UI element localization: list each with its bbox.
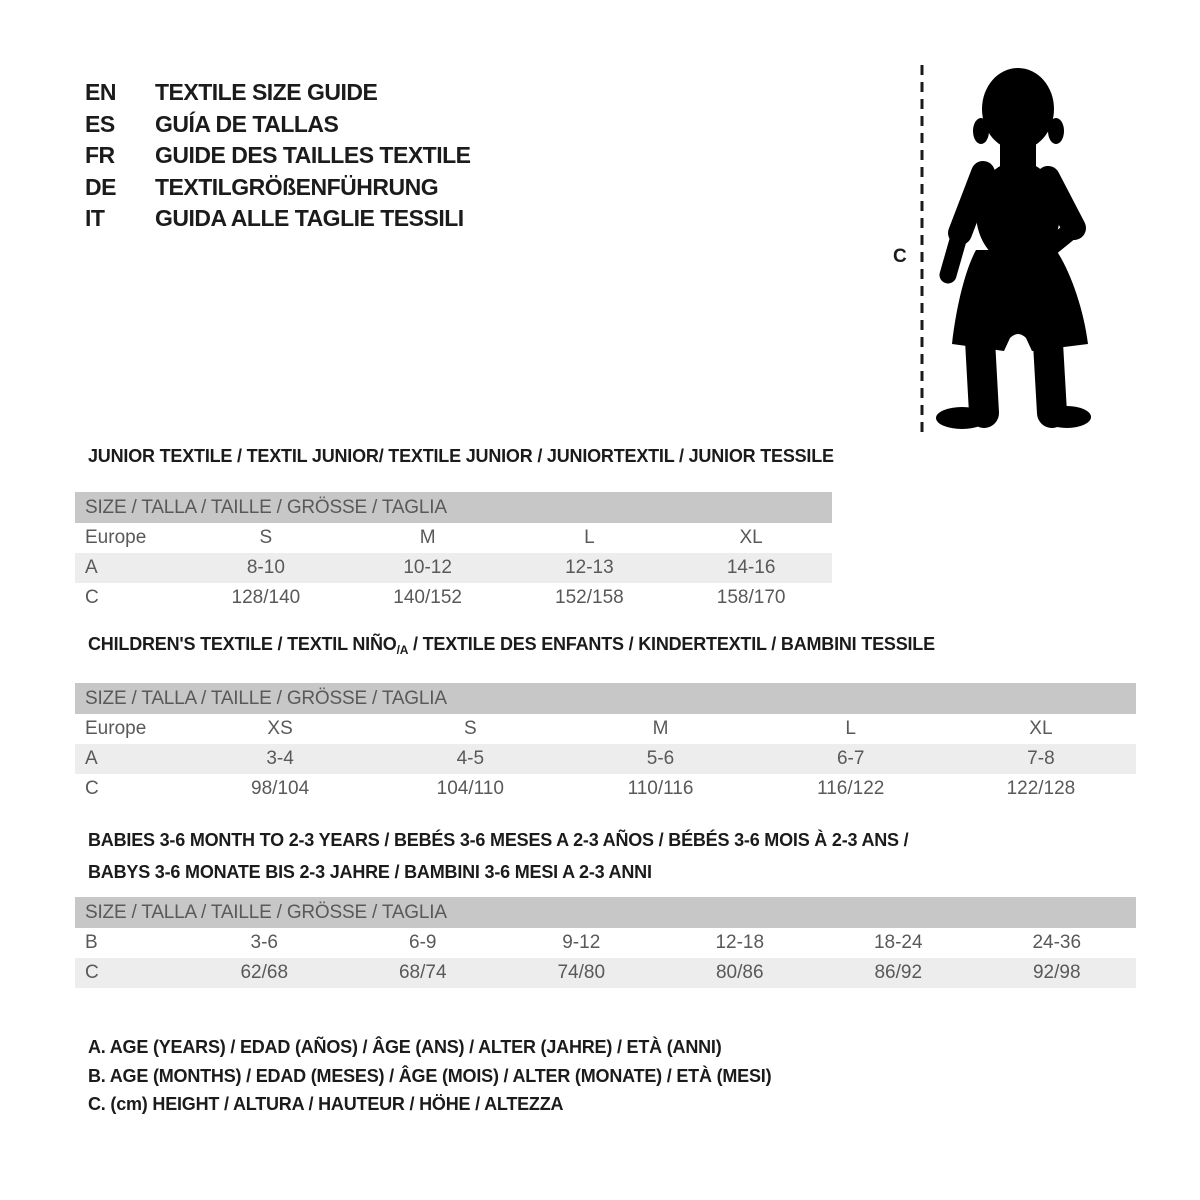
row-label: C [85, 587, 99, 608]
row-cell: 128/140 [231, 587, 301, 608]
row-cell: 12-18 [715, 932, 765, 953]
table-row-height-cm [75, 583, 832, 613]
row-cell: 110/116 [627, 778, 694, 799]
row-cell: L [584, 527, 595, 548]
legend [88, 1033, 771, 1119]
row-cell: 74/80 [557, 962, 606, 983]
row-cell: XL [739, 527, 763, 548]
language-code: EN [85, 79, 116, 106]
size-table-header: SIZE / TALLA / TAILLE / GRÖSSE / TAGLIA [75, 492, 832, 523]
row-cell: M [419, 527, 436, 548]
children-title-pre: CHILDREN'S TEXTILE / TEXTIL NIÑO [88, 634, 397, 654]
table-row-height-cm [75, 774, 1136, 804]
table-row-age-years [75, 744, 1136, 774]
row-cell: 24-36 [1032, 932, 1082, 953]
table-row-age-years [75, 553, 832, 583]
babies-title-line2: BABYS 3-6 MONATE BIS 2-3 JAHRE / BAMBINI 3-6 MESI A 2-3 ANNI [88, 862, 652, 882]
language-row-it [85, 203, 471, 235]
row-cell: 8-10 [246, 557, 285, 578]
size-table-junior [75, 492, 832, 613]
row-cell: M [652, 718, 669, 739]
row-cell: S [259, 527, 273, 548]
table-row-europe [75, 714, 1136, 744]
language-label: GUIDE DES TAILLES TEXTILE [155, 142, 471, 169]
row-cell: 152/158 [555, 587, 624, 608]
row-cell: 104/110 [436, 778, 504, 799]
row-cell: 122/128 [1006, 778, 1076, 799]
junior-section-title: JUNIOR TEXTILE / TEXTIL JUNIOR/ TEXTILE JUNIOR / JUNIORTEXTIL / JUNIOR TESSILE [88, 446, 834, 466]
table-row-height-cm [75, 958, 1136, 988]
measure-label-c: C [893, 246, 907, 267]
size-table-children [75, 683, 1136, 804]
language-code: FR [85, 142, 115, 169]
row-cell: 18-24 [873, 932, 923, 953]
row-cell: 14-16 [726, 557, 776, 578]
language-label: GUÍA DE TALLAS [155, 110, 339, 137]
size-table-header: SIZE / TALLA / TAILLE / GRÖSSE / TAGLIA [75, 897, 1136, 928]
legend-line-a: A. AGE (YEARS) / EDAD (AÑOS) / ÂGE (ANS) / ALTER (JAHRE) / ETÀ (ANNI) [88, 1036, 722, 1057]
row-cell: 3-6 [250, 932, 278, 953]
legend-line-c: C. (cm) HEIGHT / ALTURA / HAUTEUR / HÖHE / ALTEZZA [88, 1094, 564, 1115]
row-cell: 62/68 [240, 962, 289, 983]
row-cell: 10-12 [403, 557, 452, 578]
row-cell: XS [267, 718, 293, 739]
language-label: TEXTILGRÖßENFÜHRUNG [155, 173, 439, 200]
row-cell: S [463, 718, 477, 739]
row-label: Europe [85, 718, 147, 739]
language-code: ES [85, 110, 115, 137]
language-label: TEXTILE SIZE GUIDE [155, 79, 378, 106]
row-label: C [85, 962, 99, 983]
language-code: IT [85, 205, 105, 232]
language-label: GUIDA ALLE TAGLIE TESSILI [155, 205, 464, 232]
children-section-title [88, 634, 935, 657]
legend-line-b: B. AGE (MONTHS) / EDAD (MESES) / ÂGE (MOIS) / ALTER (MONATE) / ETÀ (MESI) [88, 1065, 772, 1086]
row-cell: 68/74 [398, 962, 447, 983]
table-row-europe [75, 523, 832, 553]
row-cell: 12-13 [565, 557, 614, 578]
size-table-babies [75, 897, 1136, 988]
toddler-silhouette [936, 68, 1091, 429]
row-cell: 158/170 [716, 587, 786, 608]
children-title-subscript: /A [396, 643, 409, 657]
row-cell: L [845, 718, 856, 739]
row-label: A [85, 748, 98, 769]
children-title-post: / TEXTILE DES ENFANTS / KINDERTEXTIL / BAMBINI TESSILE [408, 634, 935, 654]
row-cell: 92/98 [1032, 962, 1081, 983]
row-cell: 116/122 [817, 778, 885, 799]
row-cell: 98/104 [251, 778, 310, 799]
row-cell: 5-6 [646, 748, 675, 769]
row-cell: 6-7 [836, 748, 865, 769]
row-cell: XL [1029, 718, 1053, 739]
row-cell: 4-5 [456, 748, 485, 769]
row-label: C [85, 778, 99, 799]
language-row-de [85, 172, 471, 204]
babies-title-line1: BABIES 3-6 MONTH TO 2-3 YEARS / BEBÉS 3-6 MESES A 2-3 AÑOS / BÉBÉS 3-6 MOIS À 2-3 ANS / [88, 830, 909, 850]
babies-section-title [88, 824, 908, 888]
language-row-es [85, 109, 471, 141]
row-cell: 7-8 [1027, 748, 1055, 769]
row-cell: 6-9 [409, 932, 437, 953]
language-row-fr [85, 140, 471, 172]
row-label: Europe [85, 527, 147, 548]
language-row-en [85, 77, 471, 109]
toddler-silhouette-figure [885, 60, 1105, 445]
row-cell: 3-4 [266, 748, 294, 769]
row-cell: 9-12 [562, 932, 601, 953]
row-cell: 140/152 [393, 587, 462, 608]
row-label: B [85, 932, 98, 953]
row-label: A [85, 557, 98, 578]
row-cell: 86/92 [874, 962, 923, 983]
language-title-block [85, 77, 471, 235]
size-table-header: SIZE / TALLA / TAILLE / GRÖSSE / TAGLIA [75, 683, 1136, 714]
row-cell: 80/86 [715, 962, 764, 983]
language-code: DE [85, 173, 116, 200]
table-row-age-months [75, 928, 1136, 958]
